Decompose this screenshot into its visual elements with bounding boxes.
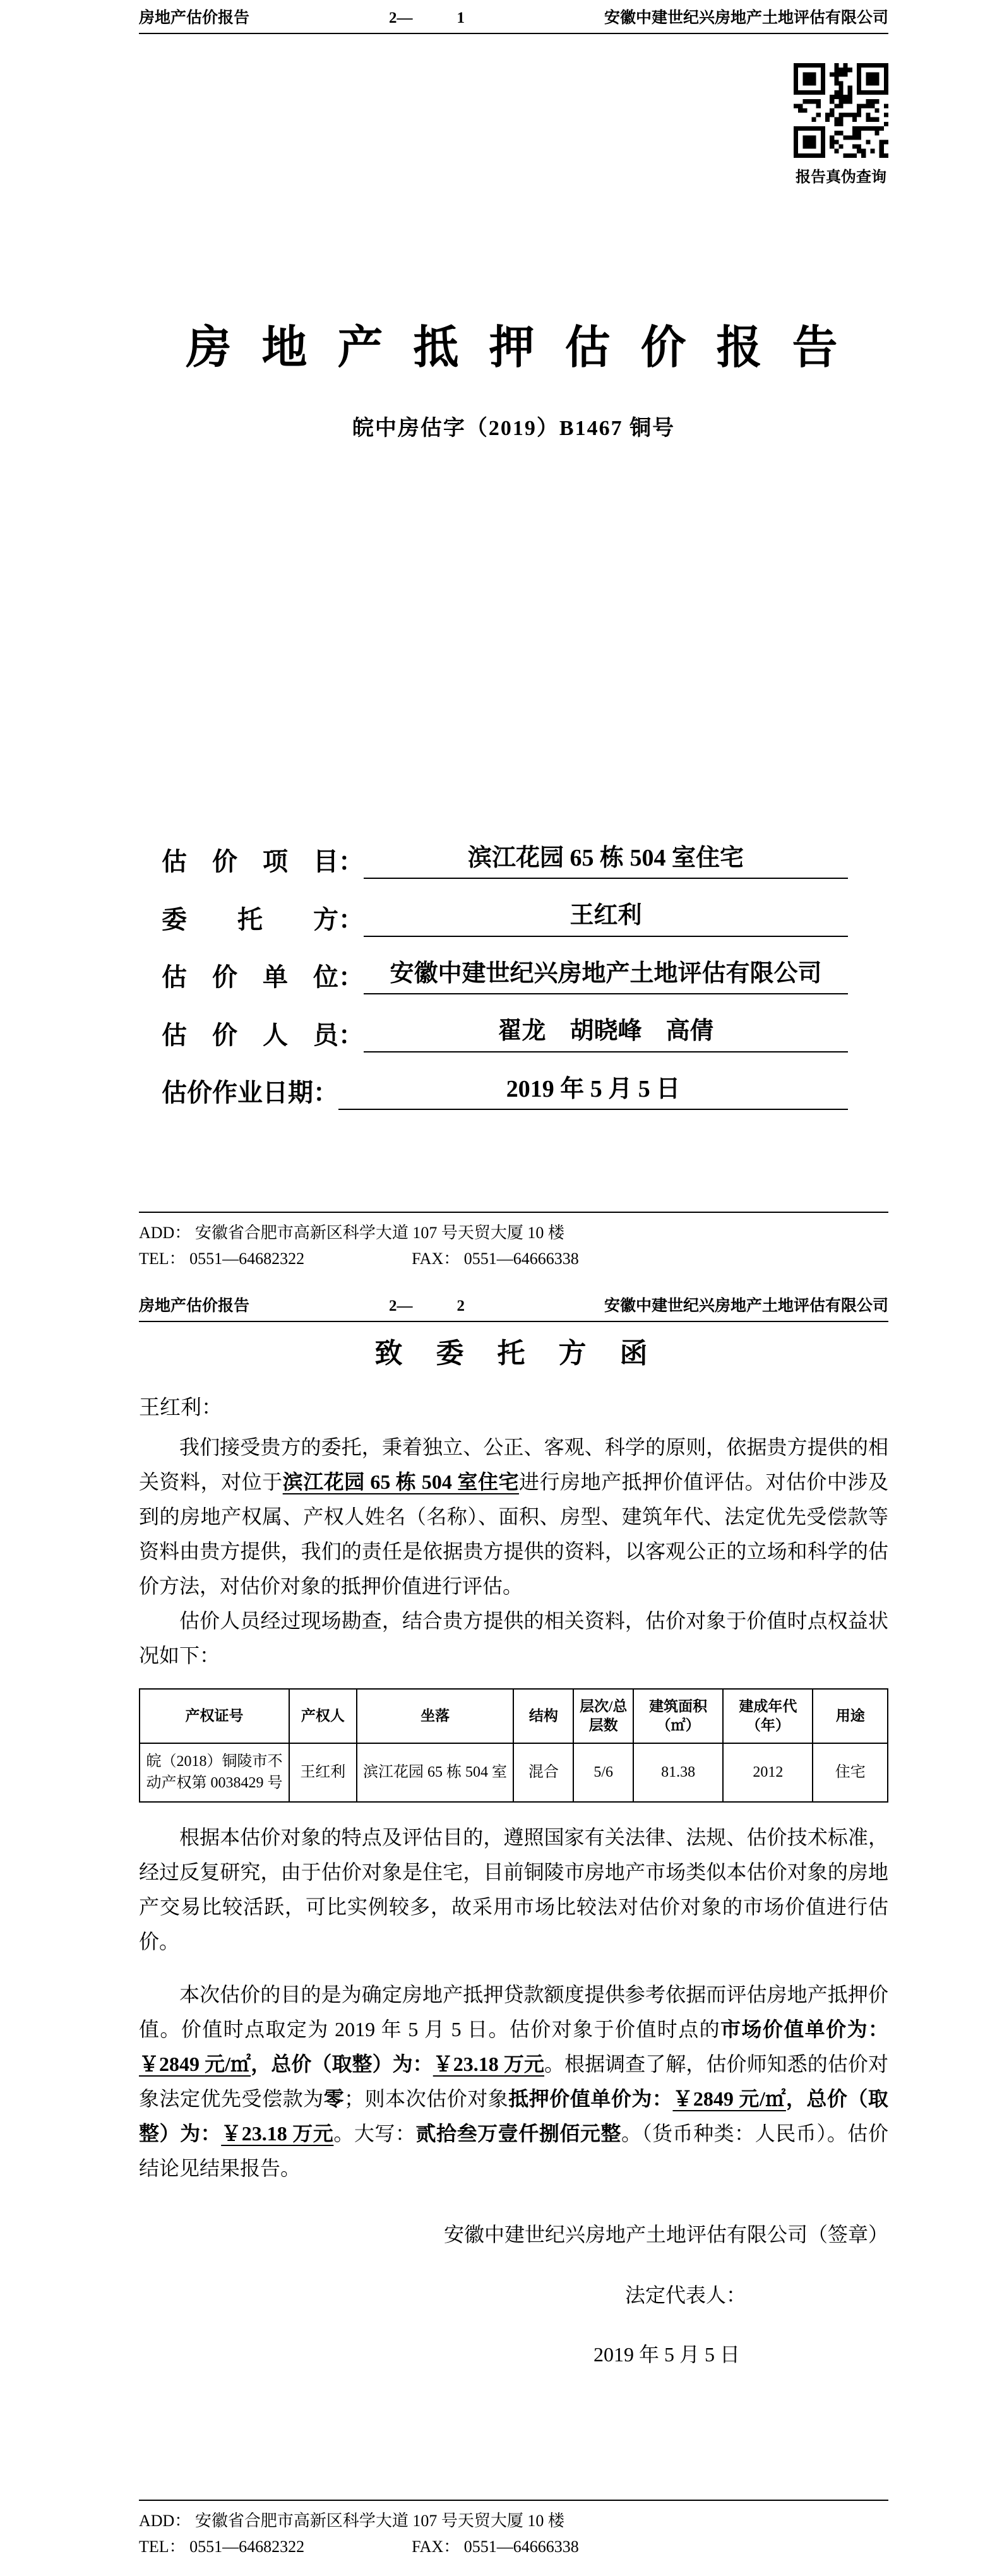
field-row-appraisers: [162, 1016, 848, 1052]
paragraph-survey: 估价人员经过现场勘查，结合贵方提供的相关资料，估价对象于价值时点权益状况如下：: [139, 1609, 888, 1667]
text-segment: ，: [785, 2087, 807, 2110]
cell-owner: 王红利: [289, 1743, 357, 1802]
qr-code: [794, 63, 888, 158]
cell-certificate-no: 皖（2018）铜陵市不动产权第 0038429 号: [140, 1743, 289, 1802]
field-value-client: 王红利: [364, 900, 848, 936]
col-location: 坐落: [357, 1689, 514, 1743]
qr-caption: 报告真伪查询: [796, 169, 886, 186]
text-segment: 。根据调查了解，估价师知悉的估价对象法定优先受偿款为: [139, 2052, 888, 2110]
cell-location: 滨江花园 65 栋 504 室: [357, 1743, 514, 1802]
col-area: 建筑面积（㎡）: [633, 1689, 723, 1743]
field-label-appraisers: 估 价 人 员：: [162, 1020, 364, 1049]
page2-footer: [139, 2500, 888, 2560]
field-label-agency: 估 价 单 位：: [162, 963, 364, 992]
cell-floor: 5/6: [573, 1743, 633, 1802]
letter-title: 致 委 托 方 函: [374, 1338, 653, 1369]
header-doc-title: 房地产估价报告: [139, 1297, 250, 1315]
table-header-row: [140, 1689, 888, 1743]
text-segment: ￥2849 元/㎡: [139, 2052, 251, 2075]
col-use: 用途: [813, 1689, 888, 1743]
text-segment: 零: [323, 2087, 345, 2110]
rights-table: [139, 1688, 888, 1803]
text-segment: 进行房地产抵押价值评估。对估价中涉及到的房地产权属、产权人姓名（名称）、面积、房型、建筑年代、法定优先受偿款等资料由贵方提供，我们的责任是依据贵方提供的资料，以客观公正的立场和科学的估价方法，对估价对象的抵押价值进行评估。: [139, 1470, 888, 1598]
text-segment: ￥2849 元/㎡: [672, 2087, 786, 2110]
text-segment: 市场价值单价为：: [720, 2017, 888, 2041]
field-label-project: 估 价 项 目：: [162, 847, 364, 876]
salutation: 王红利：: [139, 1397, 222, 1419]
text-segment: ￥23.18 万元: [221, 2121, 334, 2145]
page1-footer: [139, 1212, 888, 1272]
page2-header: [139, 1288, 888, 1322]
header-section-number: 2—: [389, 9, 413, 27]
field-row-date: [162, 1074, 848, 1110]
col-owner: 产权人: [289, 1689, 357, 1743]
text-segment: 本次估价的目的是为确定房地产抵押贷款额度提供参考依据而评估房地产抵押价值。价值时点取定为 2019 年 5 月 5 日。估价对象于价值时点的: [139, 1983, 888, 2041]
table-row: [140, 1743, 888, 1802]
text-segment: 贰拾叁万壹仟捌佰元整: [415, 2121, 621, 2145]
cell-use: 住宅: [813, 1743, 888, 1802]
col-floor: 层次/总层数: [573, 1689, 633, 1743]
header-section-number: 2—: [389, 1297, 413, 1315]
signature-legal-rep: 法定代表人：: [624, 2283, 746, 2306]
cell-area: 81.38: [633, 1743, 723, 1802]
field-row-agency: [162, 958, 848, 994]
page1-header: [139, 0, 888, 34]
field-value-agency: 安徽中建世纪兴房地产土地评估有限公司: [364, 958, 848, 994]
footer-fax: FAX： 0551—64666338: [412, 2537, 579, 2556]
text-segment: 。（货币种类：人民币）。估价结论见结果报告。: [139, 2121, 888, 2179]
paragraph-intro: [139, 1430, 888, 1604]
text-segment: 总价（取整）为：: [271, 2052, 433, 2075]
header-page-indicator: [389, 9, 465, 28]
field-label-client: 委 托 方：: [162, 905, 364, 934]
text-segment: 抵押价值单价为：: [508, 2087, 673, 2110]
text-segment: ；则本次估价对象: [344, 2087, 509, 2110]
report-number: 皖中房估字（2019）B1467 铜号: [352, 417, 676, 440]
signature-date: 2019 年 5 月 5 日: [593, 2342, 740, 2366]
field-value-appraisers: 翟龙 胡晓峰 高倩: [364, 1016, 848, 1052]
footer-fax: FAX： 0551—64666338: [412, 1249, 579, 1268]
header-doc-title: 房地产估价报告: [139, 9, 250, 27]
field-value-date: 2019 年 5 月 5 日: [338, 1074, 848, 1110]
footer-tel: TEL： 0551—64682322: [139, 1249, 305, 1268]
header-company-name: 安徽中建世纪兴房地产土地评估有限公司: [604, 1297, 888, 1315]
cover-fields: [162, 843, 848, 1110]
text-segment: 总价（取整）为：: [139, 2087, 888, 2145]
col-year-built: 建成年代（年）: [723, 1689, 813, 1743]
cell-structure: 混合: [513, 1743, 573, 1802]
header-company-name: 安徽中建世纪兴房地产土地评估有限公司: [604, 9, 888, 27]
paragraph-valuation: [139, 1977, 888, 2186]
paragraph-method: 根据本估价对象的特点及评估目的，遵照国家有关法律、法规、估价技术标准，经过反复研究，由于估价对象是住宅，目前铜陵市房地产市场类似本估价对象的房地产交易比较活跃，可比实例较多，故采用市场比较法对估价对象的市场价值进行估价。: [139, 1826, 888, 1953]
footer-address: ADD： 安徽省合肥市高新区科学大道 107 号天贸大厦 10 楼: [139, 2512, 564, 2531]
col-certificate-no: 产权证号: [140, 1689, 289, 1743]
cell-year-built: 2012: [723, 1743, 813, 1802]
field-row-project: [162, 843, 848, 879]
field-label-date: 估价作业日期：: [162, 1078, 338, 1107]
signature-company: 安徽中建世纪兴房地产土地评估有限公司（签章）: [443, 2222, 888, 2246]
field-row-client: [162, 900, 848, 936]
footer-address: ADD： 安徽省合肥市高新区科学大道 107 号天贸大厦 10 楼: [139, 1224, 564, 1243]
text-segment: 滨江花园 65 栋 504 室住宅: [282, 1470, 520, 1494]
col-structure: 结构: [513, 1689, 573, 1743]
report-title: 房 地 产 抵 押 估 价 报 告: [186, 323, 842, 373]
field-value-project: 滨江花园 65 栋 504 室住宅: [364, 843, 848, 879]
header-page-number: 2: [456, 1297, 465, 1315]
page-2: [0, 1288, 1002, 2576]
qr-block: [794, 63, 888, 186]
footer-tel: TEL： 0551—64682322: [139, 2537, 305, 2556]
text-segment: ，: [251, 2052, 271, 2075]
header-page-indicator: [389, 1297, 465, 1316]
text-segment: 。大写：: [333, 2121, 416, 2145]
text-segment: ￥23.18 万元: [432, 2052, 544, 2075]
header-page-number: 1: [456, 9, 465, 27]
text-segment: 我们接受贵方的委托，秉着独立、公正、客观、科学的原则，依据贵方提供的相关资料，对位于: [139, 1436, 888, 1494]
